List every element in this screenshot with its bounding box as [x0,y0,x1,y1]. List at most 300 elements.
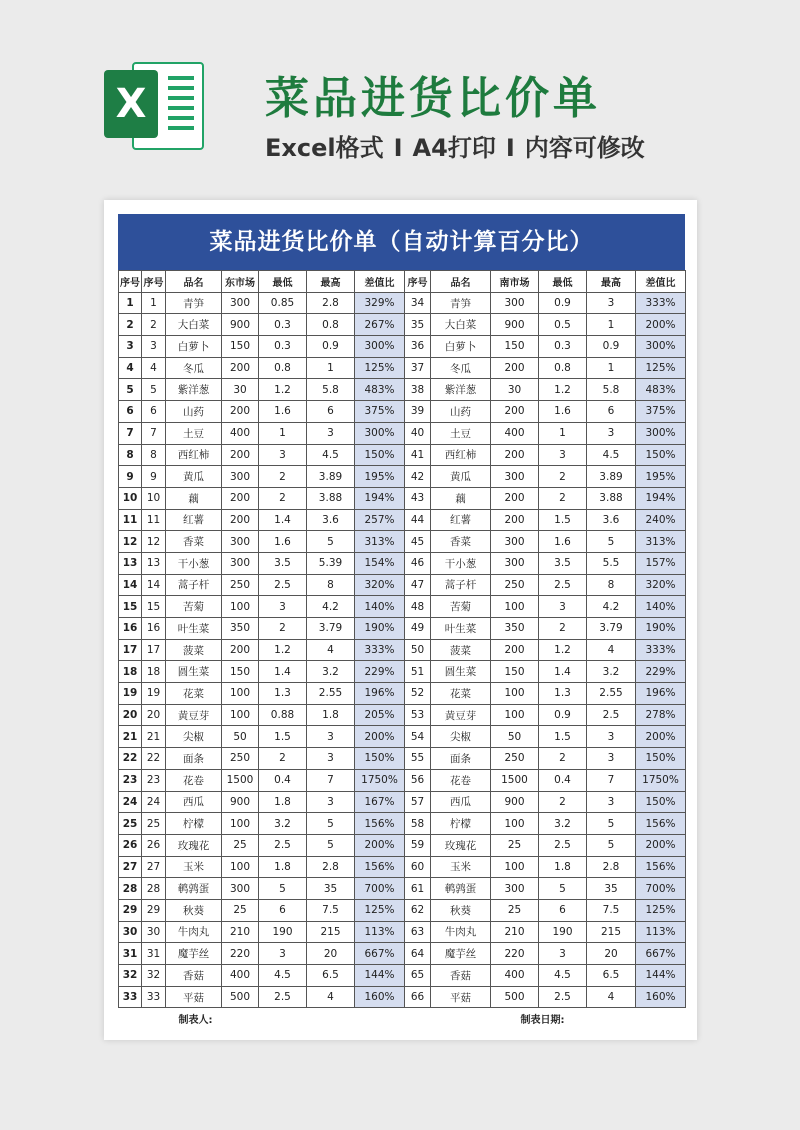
table-cell[interactable]: 7 [119,422,142,444]
table-cell[interactable]: 250 [491,574,539,596]
table-cell[interactable]: 9 [119,466,142,488]
table-cell[interactable]: 400 [222,422,259,444]
table-cell[interactable]: 11 [142,509,166,531]
table-cell[interactable]: 375% [636,401,686,423]
table-cell[interactable]: 3.2 [539,813,587,835]
table-cell[interactable]: 144% [355,965,405,987]
table-cell[interactable]: 210 [222,921,259,943]
table-cell[interactable]: 1.6 [539,531,587,553]
table-cell[interactable]: 1.3 [539,683,587,705]
table-cell[interactable]: 柠檬 [431,813,491,835]
table-cell[interactable]: 菠菜 [166,639,222,661]
table-cell[interactable]: 0.9 [539,292,587,314]
table-cell[interactable]: 1.8 [259,791,307,813]
table-cell[interactable]: 483% [636,379,686,401]
table-cell[interactable]: 300 [222,552,259,574]
table-cell[interactable]: 229% [636,661,686,683]
table-cell[interactable]: 6 [142,401,166,423]
table-cell[interactable]: 2.8 [307,292,355,314]
table-cell[interactable]: 16 [142,618,166,640]
table-cell[interactable]: 52 [405,683,431,705]
table-cell[interactable]: 196% [355,683,405,705]
table-cell[interactable]: 55 [405,748,431,770]
table-cell[interactable]: 250 [222,748,259,770]
table-cell[interactable]: 100 [222,596,259,618]
table-cell[interactable]: 13 [119,552,142,574]
table-cell[interactable]: 3 [307,791,355,813]
table-cell[interactable]: 167% [355,791,405,813]
table-cell[interactable]: 500 [491,986,539,1008]
table-cell[interactable]: 2 [539,487,587,509]
table-cell[interactable]: 花卷 [166,769,222,791]
table-cell[interactable]: 31 [142,943,166,965]
table-cell[interactable]: 魔芋丝 [431,943,491,965]
table-cell[interactable]: 700% [355,878,405,900]
table-cell[interactable]: 200 [222,357,259,379]
table-cell[interactable]: 900 [491,791,539,813]
table-cell[interactable]: 1750% [636,769,686,791]
table-cell[interactable]: 200 [491,401,539,423]
table-cell[interactable]: 8 [119,444,142,466]
table-cell[interactable]: 2 [259,748,307,770]
table-cell[interactable]: 花菜 [431,683,491,705]
table-cell[interactable]: 4.5 [587,444,636,466]
table-cell[interactable]: 圆生菜 [166,661,222,683]
table-cell[interactable]: 156% [636,813,686,835]
table-cell[interactable]: 2.55 [307,683,355,705]
table-cell[interactable]: 柠檬 [166,813,222,835]
table-cell[interactable]: 1.8 [307,704,355,726]
table-cell[interactable]: 13 [142,552,166,574]
table-cell[interactable]: 35 [587,878,636,900]
table-cell[interactable]: 100 [222,813,259,835]
table-cell[interactable]: 3.88 [587,487,636,509]
table-cell[interactable]: 3.6 [307,509,355,531]
table-cell[interactable]: 3.5 [259,552,307,574]
table-cell[interactable]: 2 [259,466,307,488]
table-cell[interactable]: 100 [222,704,259,726]
table-cell[interactable]: 28 [119,878,142,900]
table-cell[interactable]: 113% [355,921,405,943]
table-cell[interactable]: 483% [355,379,405,401]
table-cell[interactable]: 叶生菜 [431,618,491,640]
table-cell[interactable]: 6 [259,899,307,921]
table-cell[interactable]: 青笋 [166,292,222,314]
table-cell[interactable]: 500 [222,986,259,1008]
table-cell[interactable]: 50 [222,726,259,748]
table-cell[interactable]: 0.8 [259,357,307,379]
table-cell[interactable]: 3.2 [587,661,636,683]
table-cell[interactable]: 0.3 [539,336,587,358]
table-cell[interactable]: 57 [405,791,431,813]
table-cell[interactable]: 1.2 [259,639,307,661]
table-cell[interactable]: 2.5 [539,834,587,856]
table-cell[interactable]: 144% [636,965,686,987]
table-cell[interactable]: 秋葵 [431,899,491,921]
table-cell[interactable]: 375% [355,401,405,423]
table-cell[interactable]: 玉米 [166,856,222,878]
table-cell[interactable]: 62 [405,899,431,921]
table-cell[interactable]: 33 [119,986,142,1008]
table-cell[interactable]: 0.9 [539,704,587,726]
table-cell[interactable]: 香菇 [166,965,222,987]
table-cell[interactable]: 320% [636,574,686,596]
table-cell[interactable]: 33 [142,986,166,1008]
table-cell[interactable]: 3.88 [307,487,355,509]
table-cell[interactable]: 0.3 [259,336,307,358]
table-cell[interactable]: 15 [119,596,142,618]
table-cell[interactable]: 125% [355,899,405,921]
table-cell[interactable]: 藕 [431,487,491,509]
table-cell[interactable]: 229% [355,661,405,683]
table-cell[interactable]: 藕 [166,487,222,509]
table-cell[interactable]: 花菜 [166,683,222,705]
table-cell[interactable]: 313% [636,531,686,553]
table-cell[interactable]: 5 [539,878,587,900]
table-cell[interactable]: 3 [307,422,355,444]
table-cell[interactable]: 西红柿 [431,444,491,466]
table-cell[interactable]: 29 [142,899,166,921]
table-cell[interactable]: 29 [119,899,142,921]
table-cell[interactable]: 2 [119,314,142,336]
table-cell[interactable]: 黄豆芽 [431,704,491,726]
table-cell[interactable]: 100 [491,596,539,618]
table-cell[interactable]: 19 [142,683,166,705]
table-cell[interactable]: 玫瑰花 [166,834,222,856]
table-cell[interactable]: 3.5 [539,552,587,574]
table-cell[interactable]: 300% [636,422,686,444]
table-cell[interactable]: 32 [119,965,142,987]
table-cell[interactable]: 4 [119,357,142,379]
table-cell[interactable]: 苦菊 [431,596,491,618]
table-cell[interactable]: 156% [355,813,405,835]
table-cell[interactable]: 3 [587,791,636,813]
table-cell[interactable]: 1.5 [539,726,587,748]
table-cell[interactable]: 900 [491,314,539,336]
table-cell[interactable]: 30 [222,379,259,401]
table-cell[interactable]: 210 [491,921,539,943]
table-cell[interactable]: 25 [119,813,142,835]
table-cell[interactable]: 26 [142,834,166,856]
table-cell[interactable]: 100 [491,813,539,835]
table-cell[interactable]: 7.5 [307,899,355,921]
table-cell[interactable]: 4.2 [587,596,636,618]
table-cell[interactable]: 山药 [166,401,222,423]
table-cell[interactable]: 22 [119,748,142,770]
table-cell[interactable]: 黄豆芽 [166,704,222,726]
table-cell[interactable]: 8 [307,574,355,596]
table-cell[interactable]: 45 [405,531,431,553]
table-cell[interactable]: 2.5 [587,704,636,726]
table-cell[interactable]: 圆生菜 [431,661,491,683]
table-cell[interactable]: 8 [587,574,636,596]
table-cell[interactable]: 红薯 [166,509,222,531]
table-cell[interactable]: 4 [307,986,355,1008]
table-cell[interactable]: 1 [587,314,636,336]
table-cell[interactable]: 1.6 [259,531,307,553]
table-cell[interactable]: 3.2 [307,661,355,683]
table-cell[interactable]: 2 [539,791,587,813]
table-cell[interactable]: 1 [539,422,587,444]
table-cell[interactable]: 329% [355,292,405,314]
table-cell[interactable]: 大白菜 [166,314,222,336]
table-cell[interactable]: 60 [405,856,431,878]
table-cell[interactable]: 1 [142,292,166,314]
table-cell[interactable]: 300 [222,466,259,488]
table-cell[interactable]: 333% [355,639,405,661]
table-cell[interactable]: 63 [405,921,431,943]
table-cell[interactable]: 花卷 [431,769,491,791]
table-cell[interactable]: 300 [491,552,539,574]
table-cell[interactable]: 5.8 [307,379,355,401]
table-cell[interactable]: 400 [491,965,539,987]
table-cell[interactable]: 333% [636,639,686,661]
table-cell[interactable]: 冬瓜 [166,357,222,379]
table-cell[interactable]: 313% [355,531,405,553]
table-cell[interactable]: 38 [405,379,431,401]
table-cell[interactable]: 1.2 [259,379,307,401]
table-cell[interactable]: 42 [405,466,431,488]
table-cell[interactable]: 20 [307,943,355,965]
table-cell[interactable]: 30 [142,921,166,943]
table-cell[interactable]: 200 [222,444,259,466]
table-cell[interactable]: 秋葵 [166,899,222,921]
table-cell[interactable]: 0.4 [539,769,587,791]
table-cell[interactable]: 23 [142,769,166,791]
table-cell[interactable]: 紫洋葱 [431,379,491,401]
table-cell[interactable]: 150 [222,336,259,358]
table-cell[interactable]: 30 [119,921,142,943]
table-cell[interactable]: 125% [355,357,405,379]
table-cell[interactable]: 山药 [431,401,491,423]
table-cell[interactable]: 6 [119,401,142,423]
table-cell[interactable]: 1 [307,357,355,379]
table-cell[interactable]: 61 [405,878,431,900]
table-cell[interactable]: 22 [142,748,166,770]
table-cell[interactable]: 16 [119,618,142,640]
table-cell[interactable]: 3 [119,336,142,358]
table-cell[interactable]: 31 [119,943,142,965]
table-cell[interactable]: 3 [259,943,307,965]
table-cell[interactable]: 5 [307,834,355,856]
table-cell[interactable]: 尖椒 [166,726,222,748]
table-cell[interactable]: 350 [491,618,539,640]
table-cell[interactable]: 205% [355,704,405,726]
table-cell[interactable]: 300% [355,422,405,444]
table-cell[interactable]: 叶生菜 [166,618,222,640]
table-cell[interactable]: 2 [259,618,307,640]
table-cell[interactable]: 1.4 [259,509,307,531]
table-cell[interactable]: 200% [636,726,686,748]
table-cell[interactable]: 300 [491,292,539,314]
table-cell[interactable]: 3 [307,726,355,748]
table-cell[interactable]: 牛肉丸 [431,921,491,943]
table-cell[interactable]: 64 [405,943,431,965]
table-cell[interactable]: 350 [222,618,259,640]
table-cell[interactable]: 41 [405,444,431,466]
table-cell[interactable]: 215 [307,921,355,943]
table-cell[interactable]: 1.3 [259,683,307,705]
table-cell[interactable]: 200% [355,726,405,748]
table-cell[interactable]: 400 [491,422,539,444]
table-cell[interactable]: 20 [142,704,166,726]
table-cell[interactable]: 7 [587,769,636,791]
table-cell[interactable]: 5 [587,531,636,553]
table-cell[interactable]: 3.6 [587,509,636,531]
table-cell[interactable]: 2.5 [539,574,587,596]
table-cell[interactable]: 0.8 [307,314,355,336]
table-cell[interactable]: 257% [355,509,405,531]
table-cell[interactable]: 5.39 [307,552,355,574]
table-cell[interactable]: 51 [405,661,431,683]
table-cell[interactable]: 300 [491,878,539,900]
table-cell[interactable]: 2 [142,314,166,336]
table-cell[interactable]: 220 [222,943,259,965]
table-cell[interactable]: 65 [405,965,431,987]
table-cell[interactable]: 尖椒 [431,726,491,748]
table-cell[interactable]: 140% [636,596,686,618]
table-cell[interactable]: 玉米 [431,856,491,878]
table-cell[interactable]: 17 [142,639,166,661]
table-cell[interactable]: 39 [405,401,431,423]
table-cell[interactable]: 35 [307,878,355,900]
table-cell[interactable]: 1 [259,422,307,444]
table-cell[interactable]: 5 [307,813,355,835]
table-cell[interactable]: 2 [539,618,587,640]
table-cell[interactable]: 3 [587,748,636,770]
table-cell[interactable]: 30 [491,379,539,401]
table-cell[interactable]: 25 [142,813,166,835]
table-cell[interactable]: 27 [119,856,142,878]
table-cell[interactable]: 6 [587,401,636,423]
table-cell[interactable]: 200 [222,639,259,661]
table-cell[interactable]: 34 [405,292,431,314]
table-cell[interactable]: 3 [142,336,166,358]
table-cell[interactable]: 6.5 [307,965,355,987]
table-cell[interactable]: 150% [355,748,405,770]
table-cell[interactable]: 200 [491,357,539,379]
table-cell[interactable]: 黄瓜 [431,466,491,488]
table-cell[interactable]: 2.5 [259,834,307,856]
table-cell[interactable]: 1.5 [259,726,307,748]
table-cell[interactable]: 大白菜 [431,314,491,336]
table-cell[interactable]: 250 [491,748,539,770]
table-cell[interactable]: 100 [491,704,539,726]
table-cell[interactable]: 400 [222,965,259,987]
table-cell[interactable]: 47 [405,574,431,596]
table-cell[interactable]: 46 [405,552,431,574]
table-cell[interactable]: 1.4 [539,661,587,683]
table-cell[interactable]: 200 [491,487,539,509]
table-cell[interactable]: 5 [142,379,166,401]
table-cell[interactable]: 150% [636,748,686,770]
table-cell[interactable]: 3 [587,726,636,748]
table-cell[interactable]: 157% [636,552,686,574]
table-cell[interactable]: 3.89 [587,466,636,488]
table-cell[interactable]: 西瓜 [431,791,491,813]
table-cell[interactable]: 3 [539,596,587,618]
table-cell[interactable]: 125% [636,357,686,379]
table-cell[interactable]: 1.5 [539,509,587,531]
table-cell[interactable]: 154% [355,552,405,574]
table-cell[interactable]: 1.8 [539,856,587,878]
table-cell[interactable]: 150% [636,444,686,466]
table-cell[interactable]: 平菇 [431,986,491,1008]
table-cell[interactable]: 8 [142,444,166,466]
table-cell[interactable]: 200 [491,639,539,661]
table-cell[interactable]: 1.2 [539,639,587,661]
table-cell[interactable]: 125% [636,899,686,921]
table-cell[interactable]: 54 [405,726,431,748]
table-cell[interactable]: 魔芋丝 [166,943,222,965]
table-cell[interactable]: 200 [222,401,259,423]
table-cell[interactable]: 156% [636,856,686,878]
table-cell[interactable]: 300% [355,336,405,358]
table-cell[interactable]: 240% [636,509,686,531]
table-cell[interactable]: 200% [355,834,405,856]
table-cell[interactable]: 7 [307,769,355,791]
table-cell[interactable]: 干小葱 [431,552,491,574]
table-cell[interactable]: 25 [491,899,539,921]
table-cell[interactable]: 4.5 [307,444,355,466]
table-cell[interactable]: 50 [405,639,431,661]
table-cell[interactable]: 紫洋葱 [166,379,222,401]
table-cell[interactable]: 150% [636,791,686,813]
table-cell[interactable]: 1500 [491,769,539,791]
table-cell[interactable]: 156% [355,856,405,878]
table-cell[interactable]: 蒿子杆 [431,574,491,596]
table-cell[interactable]: 320% [355,574,405,596]
table-cell[interactable]: 4 [307,639,355,661]
table-cell[interactable]: 1 [119,292,142,314]
table-cell[interactable]: 140% [355,596,405,618]
table-cell[interactable]: 3.79 [587,618,636,640]
table-cell[interactable]: 200% [636,834,686,856]
table-cell[interactable]: 300 [491,466,539,488]
table-cell[interactable]: 0.9 [307,336,355,358]
table-cell[interactable]: 3 [307,748,355,770]
table-cell[interactable]: 150 [491,661,539,683]
table-cell[interactable]: 49 [405,618,431,640]
table-cell[interactable]: 18 [119,661,142,683]
table-cell[interactable]: 2.8 [587,856,636,878]
table-cell[interactable]: 19 [119,683,142,705]
table-cell[interactable]: 1500 [222,769,259,791]
table-cell[interactable]: 4 [142,357,166,379]
table-cell[interactable]: 2 [539,748,587,770]
table-cell[interactable]: 58 [405,813,431,835]
table-cell[interactable]: 面条 [431,748,491,770]
table-cell[interactable]: 4.5 [259,965,307,987]
table-cell[interactable]: 300 [491,531,539,553]
table-cell[interactable]: 40 [405,422,431,444]
table-cell[interactable]: 5 [307,531,355,553]
table-cell[interactable]: 25 [222,899,259,921]
table-cell[interactable]: 14 [142,574,166,596]
table-cell[interactable]: 3 [587,422,636,444]
table-cell[interactable]: 333% [636,292,686,314]
table-cell[interactable]: 21 [142,726,166,748]
table-cell[interactable]: 21 [119,726,142,748]
table-cell[interactable]: 3 [587,292,636,314]
table-cell[interactable]: 48 [405,596,431,618]
table-cell[interactable]: 10 [119,487,142,509]
table-cell[interactable]: 300 [222,292,259,314]
table-cell[interactable]: 20 [587,943,636,965]
table-cell[interactable]: 59 [405,834,431,856]
table-cell[interactable]: 35 [405,314,431,336]
table-cell[interactable]: 194% [636,487,686,509]
